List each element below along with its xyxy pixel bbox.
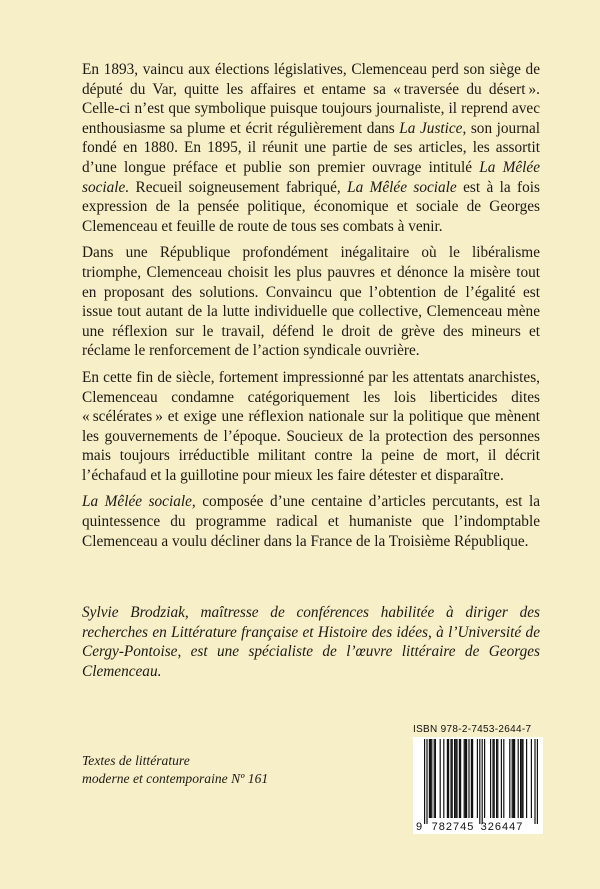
barcode-first-digit: 9 — [416, 821, 423, 833]
barcode-bar — [460, 739, 461, 818]
barcode-bar — [430, 739, 431, 818]
barcode-bar — [435, 739, 436, 818]
barcode-bar — [501, 739, 502, 818]
barcode-bar — [513, 739, 514, 818]
barcode-bar — [447, 739, 448, 818]
italic-title-run: La Mêlée sociale. — [82, 158, 540, 196]
barcode-right-digits: 326447 — [480, 821, 524, 833]
barcode-bar — [452, 739, 453, 818]
isbn-barcode-block — [413, 724, 543, 834]
barcode-bar — [472, 739, 473, 818]
barcode-bar — [518, 739, 519, 818]
barcode-bar — [479, 739, 480, 824]
barcode-bar — [456, 739, 457, 818]
barcode-bar — [455, 739, 456, 818]
barcode-bar — [468, 739, 469, 818]
barcode-bar — [522, 739, 523, 818]
barcode-bar — [514, 739, 515, 818]
barcode-bar — [465, 739, 466, 818]
isbn-label: ISBN 978-2-7453-2644-7 — [413, 724, 532, 735]
paragraph-1 — [82, 60, 540, 236]
series-label — [82, 752, 322, 787]
author-bio: Sylvie Brodziak, maîtresse de conférences habilitée à diriger des recherches en Littérature française et Histoire des idées, à l’Université de Cergy-Pontoise, est une spécialiste de l’œuvre littéraire de Georges Clemenceau. — [82, 604, 540, 680]
barcode-bar — [440, 739, 441, 818]
barcode-bar — [526, 739, 527, 818]
italic-title-run: La Mêlée sociale, — [82, 493, 196, 511]
barcode-bar — [424, 739, 425, 824]
blurb-text — [82, 60, 540, 551]
barcode-bar — [537, 739, 538, 824]
paragraph-2 — [82, 243, 540, 361]
barcode-bar — [496, 739, 497, 818]
series-line-1: Textes de littérature — [82, 753, 190, 768]
barcode-bar — [434, 739, 435, 818]
italic-title-run: La Mêlée sociale — [347, 178, 457, 196]
barcode-bar — [520, 739, 521, 818]
barcode-bar — [464, 739, 465, 818]
barcode-bar — [426, 739, 427, 824]
barcode-bar — [448, 739, 449, 818]
barcode-bar — [466, 739, 467, 818]
barcode-bar — [490, 739, 491, 818]
barcode-bar — [429, 739, 430, 818]
barcode-bar — [512, 739, 513, 818]
text-run: Recueil soigneusement fabriqué, — [129, 178, 348, 196]
paragraph-4 — [82, 492, 540, 551]
italic-title-run: La Justice — [399, 119, 463, 137]
barcode-bar — [482, 739, 483, 824]
text-run: Dans une République profondément inégalitaire où le libéralisme triomphe, Clemenceau choisit les plus pauvres et dénonce la misère tout en proposant des solutions. Convaincu que l’obtention de l’égalité est issue tout autant de la lutte individuelle que collective, Clemenceau mène une réflexion sur le travail, défend le droit de grève des mineurs et réclame le renforcement de l’action syndicale ouvrière. — [82, 244, 540, 360]
barcode-bar — [484, 739, 485, 818]
barcode-bar — [531, 739, 532, 818]
text-run: est à la fois expression de la pensée politique, économique et sociale de Georges Clemenceau et feuille de route de tous ses combats à venir. — [82, 178, 540, 235]
barcode-bar — [443, 739, 444, 818]
text-run: En cette fin de siècle, fortement impressionné par les attentats anarchistes, Clemenceau condamne catégoriquement les lois liberticides dites « scélérates » et exige une réflexion nationale sur la politique que mènent les gouvernements de l’époque. Soucieux de la protection des personnes mais toujours irréductible militant contre la peine de mort, il décrit l’échafaud et la guillotine pour mieux les faire détester et disparaître. — [82, 368, 540, 484]
barcode-bar — [477, 739, 478, 818]
paragraph-3 — [82, 368, 540, 486]
barcode-bar — [459, 739, 460, 818]
barcode-bar — [494, 739, 495, 818]
barcode-bar — [492, 739, 493, 818]
series-line-2: moderne et contemporaine Nº 161 — [82, 770, 269, 786]
barcode-bar — [534, 739, 535, 824]
barcode-bar — [450, 739, 451, 818]
barcode-bar — [431, 739, 432, 818]
barcode-bar — [471, 739, 472, 818]
text-run: , son journal fondé en 1880. En 1895, il réunit une partie de ses articles, les assortit d’une longue préface et publie son premier ouvrage intitulé — [82, 119, 540, 176]
barcode-left-digits: 782745 — [431, 821, 475, 833]
barcode-bar — [454, 739, 455, 818]
barcode-bar — [503, 739, 504, 818]
barcode-bar — [509, 739, 510, 818]
text-run: En 1893, vaincu aux élections législatives, Clemenceau perd son siège de député du Var, quitte les affaires et entame sa « traversée du désert ». Celle-ci n’est que symbolique puisque toujours journaliste, il reprend avec enthousiasme sa plume et écrit régulièrement dans — [82, 61, 540, 137]
ean13-barcode — [413, 737, 543, 834]
barcode-bar — [521, 739, 522, 818]
barcode-bar — [497, 739, 498, 818]
text-run: composée d’une centaine d’articles percutants, est la quintessence du programme radical et humaniste que l’indomptable Clemenceau a voulu décliner dans la France de la Troisième République. — [82, 493, 540, 550]
